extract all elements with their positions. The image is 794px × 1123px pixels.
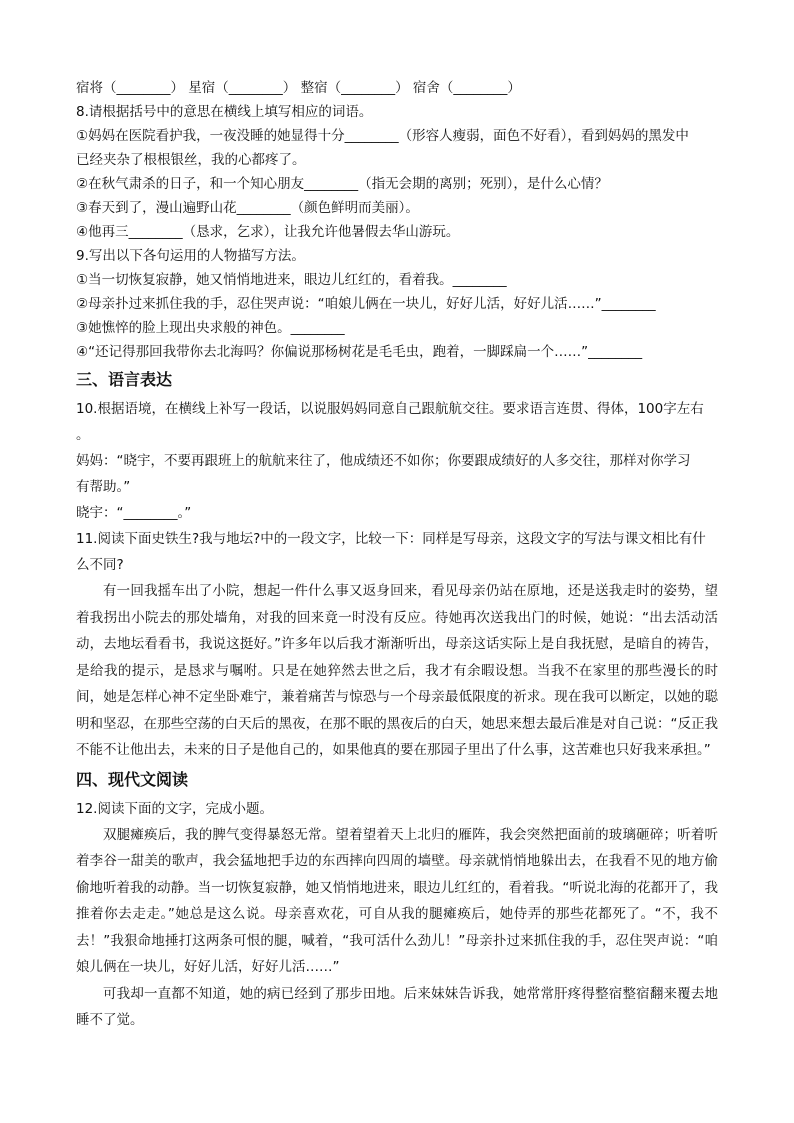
q10-prompt: 10.根据语境，在横线上补写一段话，以说服妈妈同意自己跟航航交往。要求语言连贯、得体，100字左右 (76, 401, 704, 417)
q12-prompt: 12.阅读下面的文字，完成小题。 (76, 800, 273, 817)
q8-item-2: ②在秋气肃杀的日子，和一个知心朋友________（指无会期的离别；死别），是什么心情？ (76, 176, 608, 192)
document-page (76, 76, 718, 1034)
q8-item-1-cont: 已经夹杂了根根银丝，我的心都疼了。 (76, 152, 306, 168)
q8-item-4: ④他再三________（恳求，乞求），让我允许他暑假去华山游玩。 (76, 224, 460, 240)
q11-passage: 有一回我摇车出了小院，想起一件什么事又返身回来，看见母亲仍站在原地，还是送我走时的姿势，望着我拐出小院去的那处墙角，对我的回来竟一时没有反应。待她再次送我出门的时候，她说：“出去活动活动，去地坛看看书，我说这挺好。”许多年以后我才渐渐听出，母亲这话实际上是自我抚慰，是暗自的祷告，是给我的提示，是恳求与嘱咐。只是在她猝然去世之后，我才有余暇设想。当我不在家里的那些漫长的时间，她是怎样心神不定坐卧难宁，兼着痛苦与惊恐与一个母亲最低限度的祈求。现在我可以断定，以她的聪明和坚忍，在那些空荡的白天后的黑夜，在那不眠的黑夜后的白天，她思来想去最后准是对自己说：“反正我不能不让他出去，未来的日子是他自己的，如果他真的要在那园子里出了什么事，这苦难也只好我来承担。” (76, 583, 718, 758)
q9-item-3: ③她憔悴的脸上现出央求般的神色。________ (76, 320, 345, 336)
q10-prompt-cont: 。 (76, 427, 90, 443)
q10-mom-line-cont: 有帮助。” (76, 479, 131, 495)
q12-paragraph-1: 双腿瘫痪后，我的脾气变得暴怒无常。望着望着天上北归的雁阵，我会突然把面前的玻璃砸碎；听着听着李谷一甜美的歌声，我会猛地把手边的东西摔向四周的墙壁。母亲就悄悄地躲出去，在我看不见的地方偷偷地听着我的动静。当一切恢复寂静，她又悄悄地进来，眼边儿红红的，看着我。“听说北海的花都开了，我推着你去走走。”她总是这么说。母亲喜欢花，可自从我的腿瘫痪后，她侍弄的那些花都死了。“不，我不去！”我狠命地捶打这两条可恨的腿，喊着，“我可活什么劲儿！”母亲扑过来抓住我的手，忍住哭声说：“咱娘儿俩在一块儿，好好儿活，好好儿活……” (76, 826, 718, 975)
q9-item-2: ②母亲扑过来抓住我的手，忍住哭声说：“咱娘儿俩在一块儿，好好儿活，好好儿活……”________ (76, 296, 656, 312)
q8-item-1: ①妈妈在医院看护我，一夜没睡的她显得十分________（形容人瘦弱，面色不好看），看到妈妈的黑发中 (76, 128, 689, 144)
section-heading-4: 四、现代文阅读 (76, 769, 189, 789)
q9-item-1: ①当一切恢复寂静，她又悄悄地进来，眼边儿红红的，看着我。________ (76, 272, 507, 288)
q7-line: 宿将（________） 星宿（________） 整宿（________） 宿舍（________） (76, 80, 521, 96)
q11-prompt: 11.阅读下面史铁生?我与地坛?中的一段文字，比较一下：同样是写母亲，这段文字的写法与课文相比有什 (76, 531, 706, 547)
q9-item-4: ④“还记得那回我带你去北海吗？你偏说那杨树花是毛毛虫，跑着，一脚踩扁一个……”________ (76, 344, 643, 360)
q8-prompt: 8.请根据括号中的意思在横线上填写相应的词语。 (76, 104, 373, 120)
q10-mom-line: 妈妈：“晓宇，不要再跟班上的航航来往了，他成绩还不如你；你要跟成绩好的人多交往，那样对你学习 (76, 453, 691, 469)
q10-xiaoyu-line: 晓宇：“________。” (76, 505, 192, 521)
section-heading-3: 三、语言表达 (76, 370, 173, 389)
q11-prompt-cont: 么不同? (76, 557, 124, 573)
q12-paragraph-2: 可我却一直都不知道，她的病已经到了那步田地。后来妹妹告诉我，她常常肝疼得整宿整宿翻来覆去地睡不了觉。 (76, 985, 718, 1028)
q8-item-3: ③春天到了，漫山遍野山花________（颜色鲜明而美丽）。 (76, 200, 419, 216)
q9-prompt: 9.写出以下各句运用的人物描写方法。 (76, 248, 305, 264)
